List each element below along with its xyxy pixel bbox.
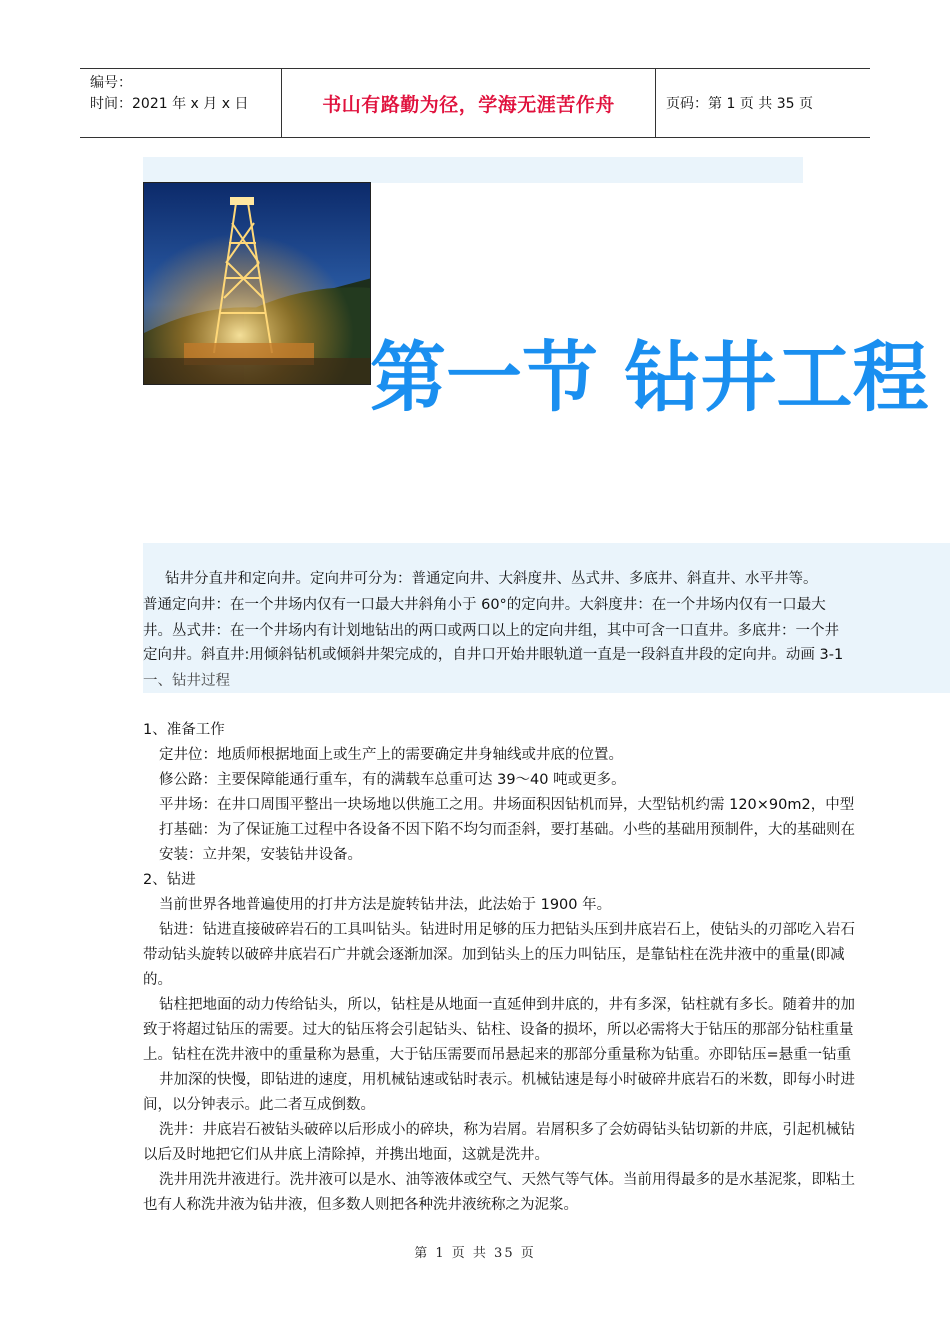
drill-line: 洗井用洗井液进行。洗井液可以是水、油等液体或空气、天然气等气体。当前用得最多的是水基泥浆，即粘土 <box>159 1172 855 1188</box>
drill-line: 以后及时地把它们从井底上清除掉，并携出地面，这就是洗井。 <box>143 1147 549 1163</box>
drill-line: 洗井：井底岩石被钻头破碎以后形成小的碎块，称为岩屑。岩屑积多了会妨碍钻头钻切新的井底，引起机械钻 <box>159 1122 855 1138</box>
heading-preparation: 1、准备工作 <box>143 722 225 738</box>
intro-line-1 <box>143 566 950 592</box>
prep-item-installation: 安装：立井架，安装钻井设备。 <box>159 847 362 863</box>
prep-item-well-position: 定井位：地质师根据地面上或生产上的需要确定井身轴线或井底的位置。 <box>159 747 623 763</box>
prep-item-site: 平井场：在井口周围平整出一块场地以供施工之用。井场面积因钻机而异，大型钻机约需 120×90m2，中型 <box>159 797 855 813</box>
drill-line: 当前世界各地普遍使用的打井方法是旋转钻井法，此法始于 1900 年。 <box>159 897 612 913</box>
drilling-rig-image <box>144 183 371 385</box>
drill-line: 上。钻柱在洗井液中的重量称为悬重，大于钻压需要而吊悬起来的那部分重量称为钻重。亦即钻压=悬重一钻重 <box>143 1047 852 1063</box>
header-motto: 书山有路勤为径，学海无涯苦作舟 <box>322 93 615 116</box>
intro-line-3: 井。丛式井：在一个井场内有计划地钻出的两口或两口以上的定向井组，其中可含一口直井。多底井：一个井 <box>143 623 839 639</box>
page-footer: 第 1 页 共 35 页 <box>414 1246 536 1261</box>
drill-line: 钻进：钻进直接破碎岩石的工具叫钻头。钻进时用足够的压力把钻头压到井底岩石上，使钻头的刃部吃入岩石 <box>159 922 855 938</box>
intro-line-2: 普通定向井：在一个井场内仅有一口最大井斜角小于 60°的定向井。大斜度井：在一个井场内仅有一口最大 <box>143 597 826 613</box>
intro-line-1-text: 钻井分直井和定向井。定向井可分为：普通定向井、大斜度井、丛式井、多底井、斜直井、水平井等。 <box>165 571 818 587</box>
header-meta <box>80 69 282 137</box>
chapter-title: 第一节 钻井工程 <box>370 333 929 422</box>
header-motto-cell <box>282 69 656 137</box>
heading-drilling: 2、钻进 <box>143 872 196 888</box>
title-band <box>143 157 803 183</box>
doc-number-label: 编号： <box>90 75 132 91</box>
doc-time-label: 时间：2021 年 x 月 x 日 <box>90 96 249 112</box>
intro-line-4: 定向井。斜直井:用倾斜钻机或倾斜井架完成的，自井口开始井眼轨道一直是一段斜直井段的定向井。动画 3-1 <box>143 647 844 663</box>
drill-line: 井加深的快慢，即钻进的速度，用机械钻速或钻时表示。机械钻速是每小时破碎井底岩石的米数，即每小时进 <box>159 1072 855 1088</box>
drill-line: 的。 <box>143 972 172 988</box>
drill-line: 钻柱把地面的动力传给钻头，所以，钻柱是从地面一直延伸到井底的，井有多深，钻柱就有多长。随着井的加 <box>159 997 855 1013</box>
drilling-rig-photo <box>143 182 371 385</box>
drill-line: 间，以分钟表示。此二者互成倒数。 <box>143 1097 375 1113</box>
prep-item-foundation: 打基础：为了保证施工过程中各设备不因下陷不均匀而歪斜，要打基础。小些的基础用预制件，大的基础则在 <box>159 822 855 838</box>
section-heading-drilling-process: 一、钻井过程 <box>143 673 230 689</box>
header-page-info: 页码：第 1 页 共 35 页 <box>666 96 813 112</box>
document-header <box>80 68 870 138</box>
drill-line: 也有人称洗井液为钻井液，但多数人则把各种洗井液统称之为泥浆。 <box>143 1197 578 1213</box>
drill-line: 致于将超过钻压的需要。过大的钻压将会引起钻头、钻柱、设备的损坏，所以必需将大于钻压的那部分钻柱重量 <box>143 1022 854 1038</box>
prep-item-road: 修公路：主要保障能通行重车，有的满载车总重可达 39～40 吨或更多。 <box>159 772 626 788</box>
drill-line: 带动钻头旋转以破碎井底岩石广井就会逐渐加深。加到钻头上的压力叫钻压，是靠钻柱在洗井液中的重量(即减 <box>143 947 845 963</box>
